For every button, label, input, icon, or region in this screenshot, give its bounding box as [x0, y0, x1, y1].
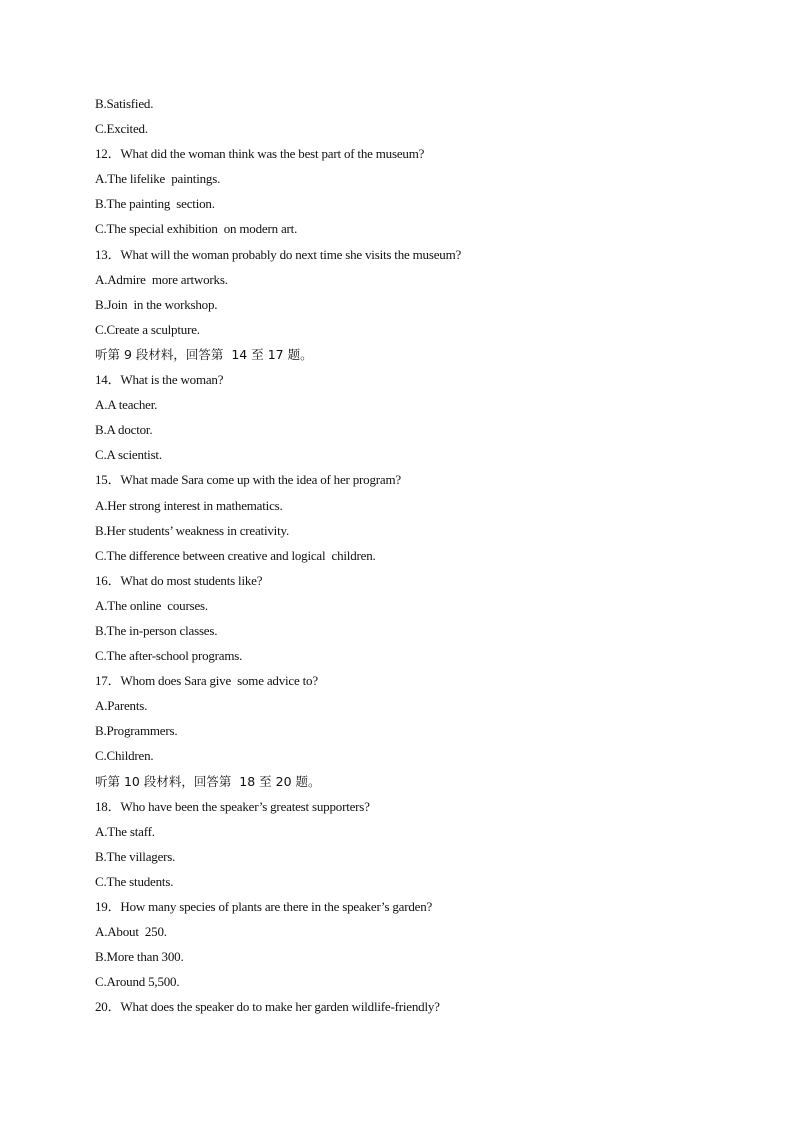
option-line: B.The villagers. [95, 848, 176, 864]
question-line: 12．What did the woman think was the best part of the museum? [95, 146, 425, 162]
option-line: C.The after-school programs. [95, 648, 243, 664]
question-line: 15．What made Sara come up with the idea of her program? [95, 472, 401, 488]
option-line: C.Around 5,500. [95, 974, 180, 990]
section-instruction: 听第 10 段材料，回答第 18 至 20 题。 [95, 773, 321, 789]
question-line: 14．What is the woman? [95, 372, 224, 388]
option-line: B.The in-person classes. [95, 622, 218, 638]
option-line: B.A doctor. [95, 422, 153, 438]
question-line: 20．What does the speaker do to make her garden wildlife-friendly? [95, 999, 440, 1015]
option-line: A.Admire more artworks. [95, 271, 228, 287]
option-line: B.The painting section. [95, 196, 215, 212]
question-line: 16．What do most students like? [95, 572, 263, 588]
question-list [95, 94, 715, 1022]
option-line: A.The lifelike paintings. [95, 171, 221, 187]
option-line: C.Excited. [95, 121, 148, 137]
question-line: 19．How many species of plants are there in the speaker’s garden? [95, 899, 433, 914]
option-line: A.The online courses. [95, 597, 208, 613]
question-line: 13．What will the woman probably do next time she visits the museum? [95, 246, 462, 262]
option-line: A.A teacher. [95, 397, 158, 413]
question-line: 17．Whom does Sara give some advice to? [95, 673, 318, 689]
option-line: A.Her strong interest in mathematics. [95, 497, 283, 513]
section-instruction: 听第 9 段材料，回答第 14 至 17 题。 [95, 346, 313, 362]
option-line: B.Join in the workshop. [95, 296, 218, 312]
option-line: B.More than 300. [95, 949, 184, 965]
option-line: C.The students. [95, 873, 174, 889]
option-line: B.Satisfied. [95, 96, 154, 111]
option-line: C.A scientist. [95, 447, 162, 463]
option-line: B.Programmers. [95, 723, 178, 739]
option-line: A.The staff. [95, 823, 155, 839]
option-line: C.The special exhibition on modern art. [95, 221, 298, 237]
option-line: C.Create a sculpture. [95, 321, 200, 337]
option-line: A.About 250. [95, 924, 167, 940]
question-line: 18．Who have been the speaker’s greatest supporters? [95, 798, 370, 814]
option-line: A.Parents. [95, 698, 148, 714]
option-line: B.Her students’ weakness in creativity. [95, 522, 290, 538]
option-line: C.Children. [95, 748, 154, 764]
option-line: C.The difference between creative and logical children. [95, 547, 376, 563]
